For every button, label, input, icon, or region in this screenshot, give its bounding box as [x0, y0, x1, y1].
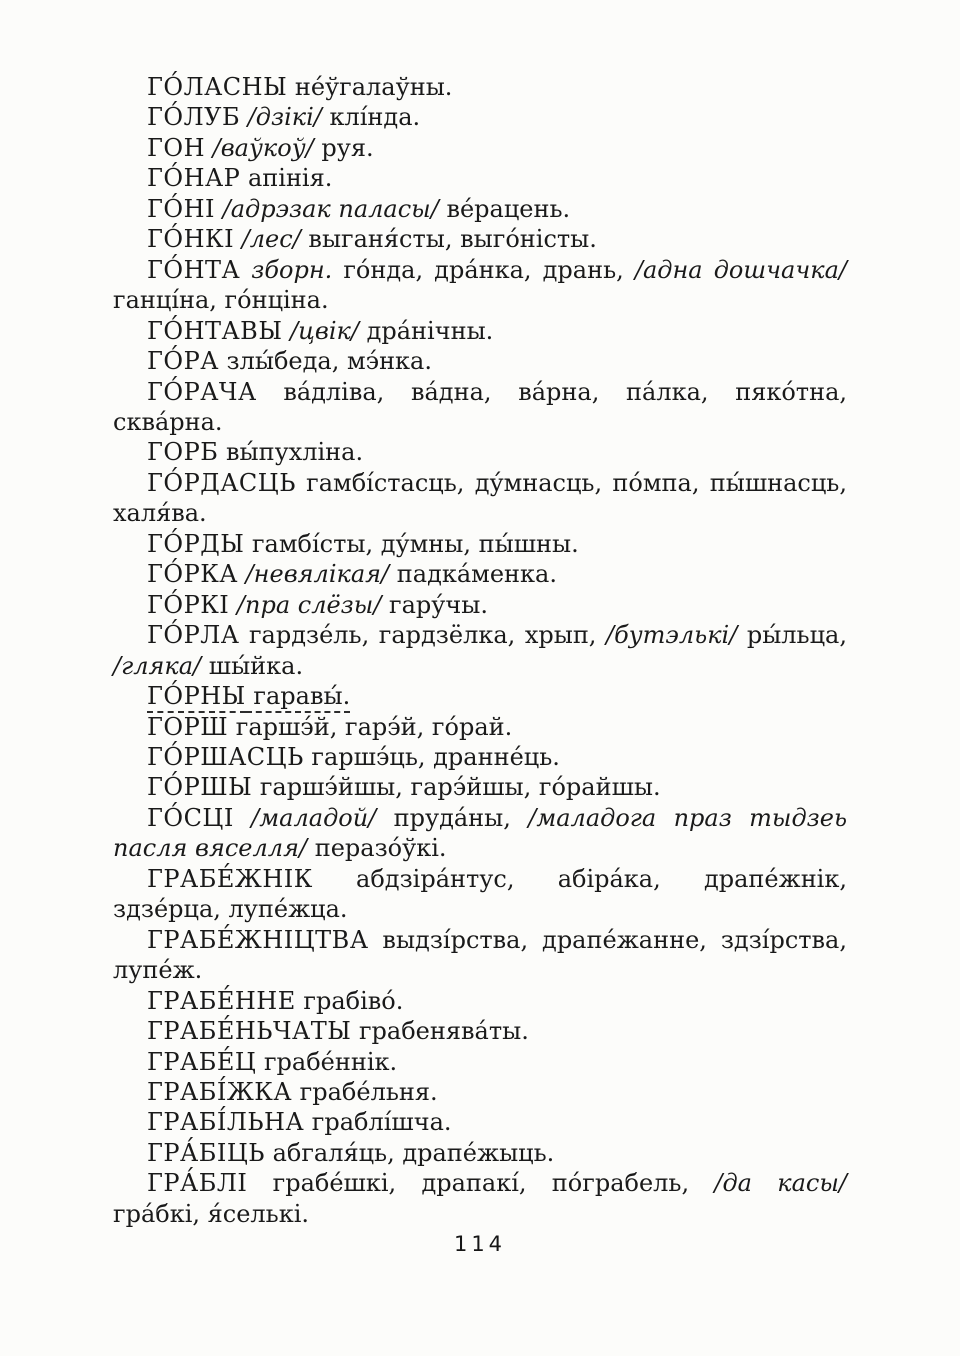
synonyms-text: гару́чы. — [381, 590, 488, 619]
dictionary-entry — [113, 712, 847, 742]
headword: ГО́НІ — [147, 194, 215, 223]
dictionary-entry — [113, 864, 847, 925]
headword: ГО́РШАСЦЬ — [147, 742, 304, 771]
synonyms-text: гамбі́стасць, ду́мнасць, по́мпа, пы́шнасць, халя́ва. — [113, 468, 847, 528]
dictionary-entry — [113, 925, 847, 986]
dictionary-entry — [113, 163, 847, 193]
synonyms-text: ганці́на, го́нціна. — [113, 286, 329, 315]
dictionary-entry — [113, 1168, 847, 1229]
synonyms-text: абдзіра́нтус, абіра́ка, драпе́жнік, здзе́рца, лупе́жца. — [113, 864, 847, 924]
synonyms-text: апінія. — [240, 164, 333, 193]
synonyms-text: гаравы́. — [246, 682, 350, 713]
usage-note: зборн. — [240, 255, 333, 284]
synonyms-text: грабе́ннік. — [256, 1047, 398, 1076]
synonyms-text: го́нда, дра́нка, дрань, — [332, 255, 624, 284]
usage-note: /маладой/ — [233, 803, 377, 832]
headword: ГО́НТАВЫ — [147, 316, 283, 345]
dictionary-entry — [113, 468, 847, 529]
headword: ГО́РДАСЦЬ — [147, 468, 296, 497]
synonyms-text: пруда́ны, — [376, 803, 511, 832]
dictionary-entry — [113, 742, 847, 772]
headword: ГРА́БЛІ — [147, 1169, 248, 1198]
headword: ГРАБЕ́НЬЧАТЫ — [147, 1017, 352, 1046]
headword: ГРАБЕ́ННЕ — [147, 986, 296, 1015]
headword: ГО́РКІ — [147, 590, 230, 619]
usage-note: /адна дошчачка/ — [623, 255, 847, 284]
headword: ГО́НАР — [147, 164, 241, 193]
headword: ГО́РШЫ — [147, 773, 253, 802]
dictionary-entry — [113, 1077, 847, 1107]
headword: ГРАБЕ́ЖНІЦТВА — [147, 925, 369, 954]
synonyms-text: гамбі́сты, ду́мны, пы́шны. — [244, 529, 579, 558]
synonyms-text: граблі́шча. — [304, 1108, 452, 1137]
synonyms-text: руя. — [313, 133, 374, 162]
headword: ГО́РА — [147, 347, 219, 376]
dictionary-entry — [113, 102, 847, 132]
headword: ГРА́БІЦЬ — [147, 1138, 265, 1167]
dictionary-entry — [113, 1016, 847, 1046]
dictionary-entry — [113, 316, 847, 346]
dictionary-entry — [113, 437, 847, 467]
headword: ГО́РДЫ — [147, 529, 245, 558]
dictionary-entry — [113, 72, 847, 102]
synonyms-text: выганя́сты, выго́ністы. — [300, 225, 597, 254]
dictionary-entry — [113, 803, 847, 864]
headword: ГО́РЛА — [147, 621, 240, 650]
dictionary-entry — [113, 194, 847, 224]
dictionary-entry — [113, 255, 847, 316]
usage-note: /гляка/ — [113, 651, 202, 680]
synonyms-text: выдзі́рства, драпе́жанне, здзі́рства, лупе́ж. — [113, 925, 847, 985]
headword: ГРАБІ́ЛЬНА — [147, 1108, 305, 1137]
usage-note: /лес/ — [234, 225, 301, 254]
dictionary-entry — [113, 1138, 847, 1168]
headword: ГО́НКІ — [147, 225, 235, 254]
dictionary-entry — [113, 772, 847, 802]
synonyms-text: гардзе́ль, гардзёлка, хрып, — [239, 621, 597, 650]
usage-note: /дзікі/ — [240, 103, 322, 132]
synonyms-text: грабе́шкі, драпакі́, по́грабель, — [247, 1169, 690, 1198]
headword: ГРАБЕ́ЖНІК — [147, 864, 313, 893]
synonyms-text: ва́дліва, ва́дна, ва́рна, па́лка, пяко́тна, сква́рна. — [113, 377, 847, 436]
headword: ГО́СЦІ — [147, 803, 234, 832]
headword: ГРАБЕ́Ц — [147, 1047, 257, 1076]
dictionary-entry — [113, 590, 847, 620]
headword: ГО́ЛАСНЫ — [147, 73, 288, 101]
synonyms-text: злы́беда, мэ́нка. — [218, 347, 432, 376]
synonyms-text: гра́бкі, я́селькі. — [113, 1199, 310, 1228]
synonyms-text: перазо́ўкі. — [307, 834, 447, 863]
synonyms-text: падка́менка. — [389, 560, 557, 589]
synonyms-text: абгаля́ць, драпе́жыць. — [264, 1138, 555, 1167]
synonyms-text: дра́нічны. — [358, 316, 494, 345]
synonyms-text: грабіво́. — [295, 986, 404, 1015]
dictionary-entry — [113, 529, 847, 559]
dictionary-entry — [113, 224, 847, 254]
page-number: 114 — [453, 1232, 507, 1256]
dictionary-entry — [113, 133, 847, 163]
usage-note: /адрэзак паласы/ — [214, 194, 439, 223]
dictionary-entry — [113, 620, 847, 681]
headword: ГРАБІ́ЖКА — [147, 1077, 293, 1106]
headword: ГО́РКА — [147, 560, 238, 589]
dictionary-entry — [113, 986, 847, 1016]
synonyms-text: шы́йка. — [201, 651, 304, 680]
usage-note: /маладога праз тыдзеь пасля вяселля/ — [113, 803, 848, 863]
headword: ГО́РНЫ — [147, 682, 246, 713]
dictionary-entry — [113, 377, 847, 438]
synonyms-text: гаршэ́й, гарэ́й, го́рай. — [228, 712, 513, 741]
synonyms-text: гаршэ́йшы, гарэ́йшы, го́райшы. — [252, 773, 661, 802]
dictionary-entry — [113, 346, 847, 376]
usage-note: /бутэлькі/ — [596, 621, 738, 650]
synonyms-text: грабе́льня. — [292, 1077, 438, 1106]
usage-note: /цвік/ — [282, 316, 359, 345]
headword: ГОН — [147, 133, 205, 162]
synonyms-text: ве́рацень. — [438, 194, 571, 223]
headword: ГОРБ — [147, 438, 219, 467]
dictionary-entry — [113, 1107, 847, 1137]
dictionary-entries — [113, 72, 847, 1229]
headword: ГО́ЛУБ — [147, 103, 241, 132]
synonyms-text: вы́пухліна. — [218, 438, 364, 467]
usage-note: /ваўкоў/ — [205, 133, 314, 162]
synonyms-text: грабенява́ты. — [351, 1017, 529, 1046]
headword: ГОРШ — [147, 712, 229, 741]
headword: ГО́РАЧА — [147, 377, 257, 406]
synonyms-text: клі́нда. — [321, 103, 421, 132]
synonyms-text: гаршэ́ць, дранне́ць. — [303, 742, 560, 771]
usage-note: /да касы/ — [689, 1169, 847, 1198]
dictionary-entry — [113, 681, 847, 711]
dictionary-entry — [113, 559, 847, 589]
usage-note: /невялікая/ — [237, 560, 390, 589]
usage-note: /пра слёзы/ — [229, 590, 382, 619]
synonyms-text: ры́льца, — [737, 621, 847, 650]
dictionary-entry — [113, 1047, 847, 1077]
headword: ГО́НТА — [147, 255, 241, 284]
synonyms-text: не́ўгалаўны. — [287, 73, 453, 101]
